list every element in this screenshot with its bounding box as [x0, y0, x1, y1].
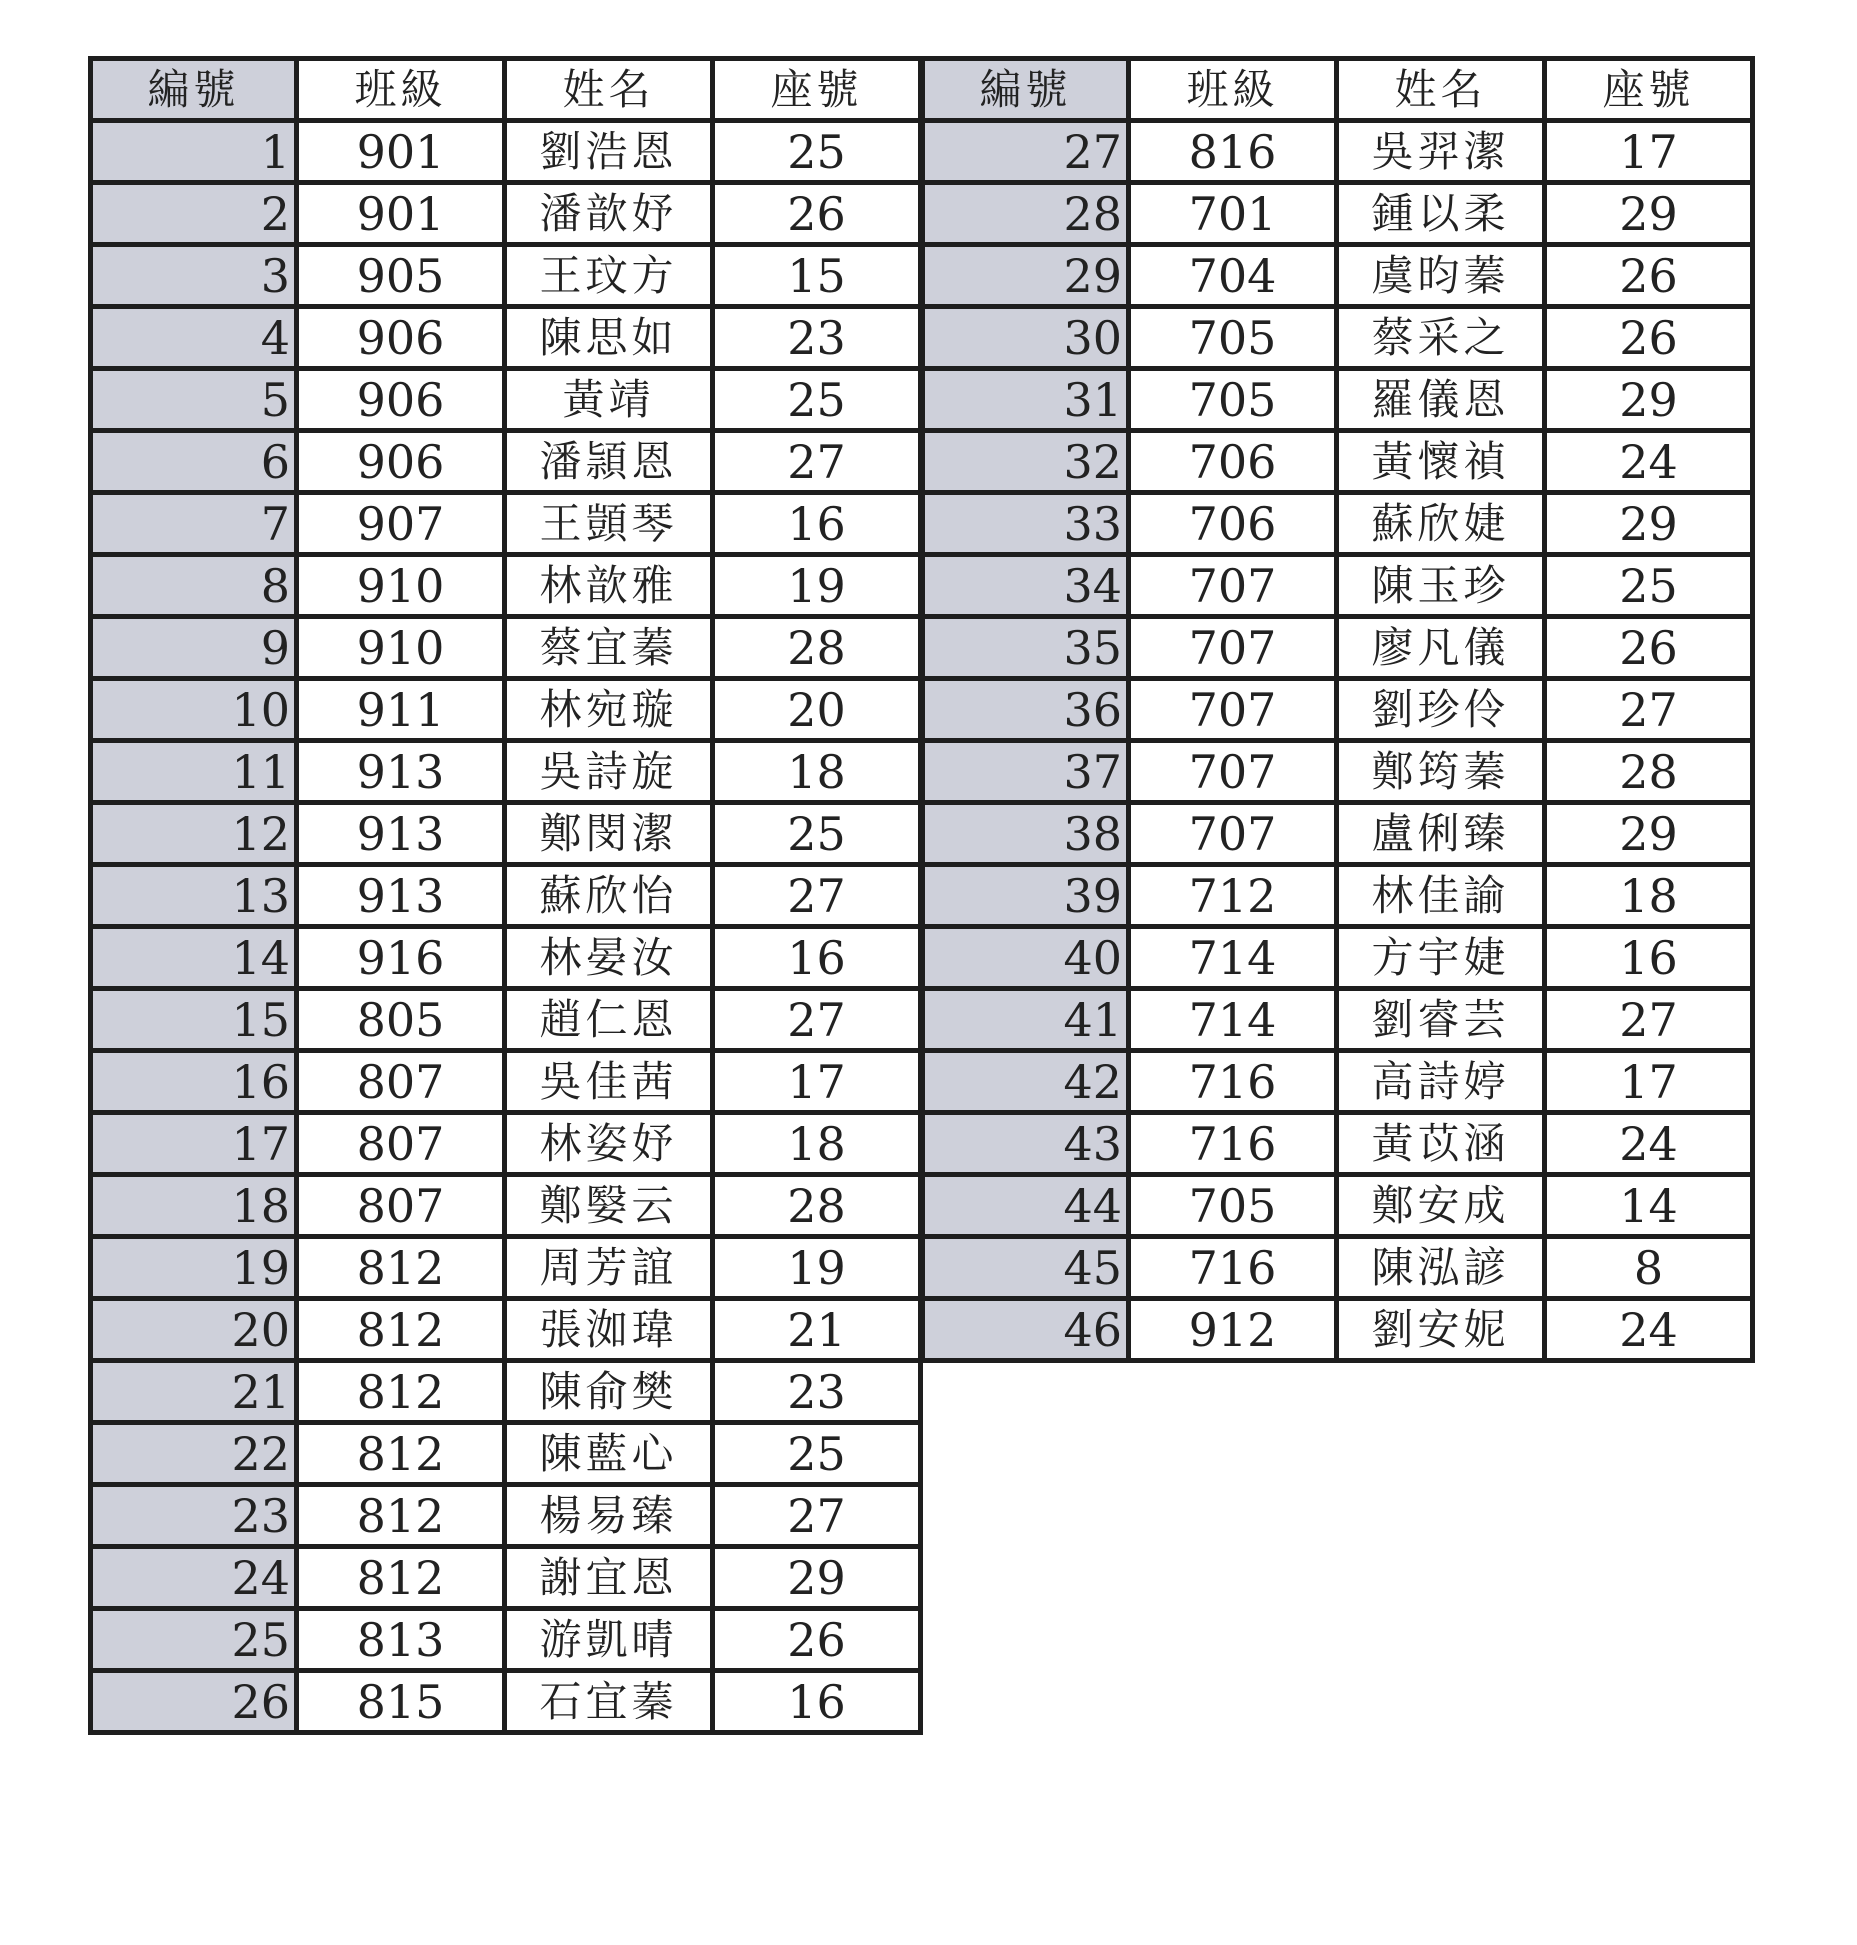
- row-number: 15: [91, 989, 297, 1051]
- row-class: 705: [1129, 307, 1337, 369]
- row-name: 林宛璇: [505, 679, 713, 741]
- row-class: 812: [297, 1361, 505, 1423]
- row-number: 34: [923, 555, 1129, 617]
- row-name: 鄭安成: [1337, 1175, 1545, 1237]
- table-row: [91, 741, 921, 803]
- row-class: 704: [1129, 245, 1337, 307]
- row-number: 10: [91, 679, 297, 741]
- row-name: 蘇欣怡: [505, 865, 713, 927]
- row-name: 蔡宜蓁: [505, 617, 713, 679]
- row-seat: 27: [1545, 989, 1753, 1051]
- row-seat: 29: [1545, 493, 1753, 555]
- row-seat: 29: [1545, 369, 1753, 431]
- table-row: [91, 1299, 921, 1361]
- row-number: 2: [91, 183, 297, 245]
- row-seat: 17: [713, 1051, 921, 1113]
- row-class: 913: [297, 741, 505, 803]
- row-number: 1: [91, 121, 297, 183]
- row-seat: 24: [1545, 1299, 1753, 1361]
- row-number: 6: [91, 431, 297, 493]
- row-name: 陳玉珍: [1337, 555, 1545, 617]
- row-name: 周芳誼: [505, 1237, 713, 1299]
- table-row: [923, 431, 1753, 493]
- table-row: [91, 1237, 921, 1299]
- row-seat: 27: [1545, 679, 1753, 741]
- row-name: 鄭嫛云: [505, 1175, 713, 1237]
- row-seat: 14: [1545, 1175, 1753, 1237]
- row-name: 劉睿芸: [1337, 989, 1545, 1051]
- table-row: [91, 1547, 921, 1609]
- table-row: [91, 617, 921, 679]
- table-row: [923, 1237, 1753, 1299]
- header-seat: 座號: [713, 59, 921, 121]
- row-seat: 23: [713, 1361, 921, 1423]
- row-class: 705: [1129, 369, 1337, 431]
- header-number: 編號: [923, 59, 1129, 121]
- row-seat: 16: [713, 1671, 921, 1733]
- row-class: 910: [297, 617, 505, 679]
- row-name: 吳詩旋: [505, 741, 713, 803]
- row-class: 707: [1129, 617, 1337, 679]
- row-class: 906: [297, 307, 505, 369]
- row-number: 38: [923, 803, 1129, 865]
- row-name: 張洳瑋: [505, 1299, 713, 1361]
- row-name: 林姿妤: [505, 1113, 713, 1175]
- table-row: [923, 1175, 1753, 1237]
- row-seat: 18: [713, 741, 921, 803]
- row-number: 21: [91, 1361, 297, 1423]
- row-number: 43: [923, 1113, 1129, 1175]
- row-name: 王顗琴: [505, 493, 713, 555]
- row-seat: 16: [713, 927, 921, 989]
- table-row: [923, 1113, 1753, 1175]
- row-seat: 27: [713, 1485, 921, 1547]
- row-number: 41: [923, 989, 1129, 1051]
- row-number: 22: [91, 1423, 297, 1485]
- table-row: [923, 121, 1753, 183]
- row-class: 714: [1129, 989, 1337, 1051]
- row-name: 林佳諭: [1337, 865, 1545, 927]
- table-row: [923, 679, 1753, 741]
- row-class: 812: [297, 1237, 505, 1299]
- header-class: 班級: [297, 59, 505, 121]
- row-number: 8: [91, 555, 297, 617]
- row-seat: 29: [1545, 183, 1753, 245]
- row-class: 707: [1129, 679, 1337, 741]
- row-class: 913: [297, 865, 505, 927]
- row-number: 31: [923, 369, 1129, 431]
- row-name: 劉安妮: [1337, 1299, 1545, 1361]
- table-row: [91, 555, 921, 617]
- row-name: 吳羿潔: [1337, 121, 1545, 183]
- row-seat: 29: [1545, 803, 1753, 865]
- row-number: 27: [923, 121, 1129, 183]
- row-class: 807: [297, 1113, 505, 1175]
- row-class: 706: [1129, 431, 1337, 493]
- header-number: 編號: [91, 59, 297, 121]
- row-seat: 19: [713, 1237, 921, 1299]
- row-seat: 18: [713, 1113, 921, 1175]
- row-class: 716: [1129, 1237, 1337, 1299]
- row-number: 9: [91, 617, 297, 679]
- row-seat: 29: [713, 1547, 921, 1609]
- row-seat: 27: [713, 989, 921, 1051]
- row-name: 林晏汝: [505, 927, 713, 989]
- row-name: 劉珍伶: [1337, 679, 1545, 741]
- row-number: 19: [91, 1237, 297, 1299]
- row-number: 14: [91, 927, 297, 989]
- row-number: 18: [91, 1175, 297, 1237]
- row-class: 911: [297, 679, 505, 741]
- row-class: 805: [297, 989, 505, 1051]
- row-seat: 25: [713, 121, 921, 183]
- row-class: 913: [297, 803, 505, 865]
- row-class: 707: [1129, 803, 1337, 865]
- header-name: 姓名: [505, 59, 713, 121]
- row-class: 706: [1129, 493, 1337, 555]
- row-name: 鄭閔潔: [505, 803, 713, 865]
- table-row: [91, 1671, 921, 1733]
- row-number: 45: [923, 1237, 1129, 1299]
- row-class: 714: [1129, 927, 1337, 989]
- table-row: [923, 865, 1753, 927]
- row-name: 黃苡涵: [1337, 1113, 1545, 1175]
- row-class: 807: [297, 1175, 505, 1237]
- row-seat: 25: [1545, 555, 1753, 617]
- row-seat: 27: [713, 865, 921, 927]
- table-row: [91, 369, 921, 431]
- header-seat: 座號: [1545, 59, 1753, 121]
- row-seat: 24: [1545, 431, 1753, 493]
- row-name: 游凱晴: [505, 1609, 713, 1671]
- row-number: 32: [923, 431, 1129, 493]
- row-seat: 17: [1545, 1051, 1753, 1113]
- row-name: 廖凡儀: [1337, 617, 1545, 679]
- row-name: 高詩婷: [1337, 1051, 1545, 1113]
- row-seat: 21: [713, 1299, 921, 1361]
- row-name: 黃靖: [505, 369, 713, 431]
- table-row: [923, 1299, 1753, 1361]
- table-row: [91, 989, 921, 1051]
- table-row: [91, 927, 921, 989]
- row-class: 705: [1129, 1175, 1337, 1237]
- row-seat: 23: [713, 307, 921, 369]
- row-class: 813: [297, 1609, 505, 1671]
- table-row: [91, 245, 921, 307]
- table-row: [91, 1051, 921, 1113]
- row-number: 37: [923, 741, 1129, 803]
- table-row: [923, 555, 1753, 617]
- row-seat: 16: [1545, 927, 1753, 989]
- table-row: [91, 865, 921, 927]
- row-seat: 28: [713, 617, 921, 679]
- row-name: 潘頴恩: [505, 431, 713, 493]
- row-number: 29: [923, 245, 1129, 307]
- row-name: 羅儀恩: [1337, 369, 1545, 431]
- row-seat: 27: [713, 431, 921, 493]
- row-class: 916: [297, 927, 505, 989]
- header-row: [923, 59, 1753, 121]
- row-class: 901: [297, 121, 505, 183]
- row-seat: 8: [1545, 1237, 1753, 1299]
- row-name: 盧俐臻: [1337, 803, 1545, 865]
- row-class: 910: [297, 555, 505, 617]
- row-name: 陳泓諺: [1337, 1237, 1545, 1299]
- row-name: 石宜蓁: [505, 1671, 713, 1733]
- row-name: 楊易臻: [505, 1485, 713, 1547]
- table-row: [923, 493, 1753, 555]
- row-class: 701: [1129, 183, 1337, 245]
- row-seat: 28: [1545, 741, 1753, 803]
- row-seat: 17: [1545, 121, 1753, 183]
- row-class: 906: [297, 431, 505, 493]
- table-row: [91, 1361, 921, 1423]
- row-name: 虞昀蓁: [1337, 245, 1545, 307]
- row-number: 40: [923, 927, 1129, 989]
- row-class: 807: [297, 1051, 505, 1113]
- row-number: 7: [91, 493, 297, 555]
- row-class: 716: [1129, 1051, 1337, 1113]
- row-number: 44: [923, 1175, 1129, 1237]
- row-number: 16: [91, 1051, 297, 1113]
- row-number: 13: [91, 865, 297, 927]
- row-class: 712: [1129, 865, 1337, 927]
- row-name: 黃懷禎: [1337, 431, 1545, 493]
- row-name: 趙仁恩: [505, 989, 713, 1051]
- row-name: 吳佳茜: [505, 1051, 713, 1113]
- row-number: 11: [91, 741, 297, 803]
- table-row: [91, 1609, 921, 1671]
- row-class: 707: [1129, 741, 1337, 803]
- table-row: [923, 307, 1753, 369]
- row-number: 12: [91, 803, 297, 865]
- roster-body-left: [91, 121, 921, 1733]
- row-class: 812: [297, 1547, 505, 1609]
- row-name: 鄭筠蓁: [1337, 741, 1545, 803]
- row-name: 蔡采之: [1337, 307, 1545, 369]
- table-row: [923, 927, 1753, 989]
- row-class: 812: [297, 1423, 505, 1485]
- row-class: 816: [1129, 121, 1337, 183]
- table-row: [91, 307, 921, 369]
- row-number: 5: [91, 369, 297, 431]
- row-class: 901: [297, 183, 505, 245]
- table-row: [91, 1423, 921, 1485]
- header-name: 姓名: [1337, 59, 1545, 121]
- row-name: 劉浩恩: [505, 121, 713, 183]
- row-seat: 16: [713, 493, 921, 555]
- row-seat: 18: [1545, 865, 1753, 927]
- row-number: 25: [91, 1609, 297, 1671]
- table-row: [923, 741, 1753, 803]
- row-number: 23: [91, 1485, 297, 1547]
- row-number: 24: [91, 1547, 297, 1609]
- row-name: 方宇婕: [1337, 927, 1545, 989]
- row-name: 潘歆妤: [505, 183, 713, 245]
- table-row: [91, 803, 921, 865]
- table-row: [91, 121, 921, 183]
- row-name: 王玟方: [505, 245, 713, 307]
- table-row: [91, 1175, 921, 1237]
- row-number: 46: [923, 1299, 1129, 1361]
- row-class: 907: [297, 493, 505, 555]
- row-class: 815: [297, 1671, 505, 1733]
- row-name: 陳藍心: [505, 1423, 713, 1485]
- row-seat: 25: [713, 803, 921, 865]
- row-number: 17: [91, 1113, 297, 1175]
- table-row: [923, 369, 1753, 431]
- roster-table-left: [88, 56, 923, 1735]
- row-seat: 24: [1545, 1113, 1753, 1175]
- row-number: 4: [91, 307, 297, 369]
- roster-table-right: [920, 56, 1755, 1363]
- row-class: 905: [297, 245, 505, 307]
- table-row: [91, 1485, 921, 1547]
- row-number: 28: [923, 183, 1129, 245]
- row-seat: 15: [713, 245, 921, 307]
- row-class: 716: [1129, 1113, 1337, 1175]
- row-class: 812: [297, 1485, 505, 1547]
- row-number: 3: [91, 245, 297, 307]
- row-number: 39: [923, 865, 1129, 927]
- row-number: 26: [91, 1671, 297, 1733]
- row-seat: 26: [713, 1609, 921, 1671]
- table-row: [923, 803, 1753, 865]
- row-class: 707: [1129, 555, 1337, 617]
- table-row: [91, 183, 921, 245]
- row-number: 35: [923, 617, 1129, 679]
- table-row: [91, 679, 921, 741]
- row-seat: 26: [1545, 307, 1753, 369]
- header-class: 班級: [1129, 59, 1337, 121]
- row-number: 20: [91, 1299, 297, 1361]
- table-row: [91, 431, 921, 493]
- row-seat: 26: [1545, 617, 1753, 679]
- table-row: [923, 1051, 1753, 1113]
- row-name: 蘇欣婕: [1337, 493, 1545, 555]
- table-row: [923, 183, 1753, 245]
- row-seat: 19: [713, 555, 921, 617]
- row-number: 36: [923, 679, 1129, 741]
- table-row: [91, 493, 921, 555]
- row-class: 812: [297, 1299, 505, 1361]
- row-name: 林歆雅: [505, 555, 713, 617]
- row-seat: 26: [1545, 245, 1753, 307]
- row-class: 912: [1129, 1299, 1337, 1361]
- row-number: 42: [923, 1051, 1129, 1113]
- roster-body-right: [923, 121, 1753, 1361]
- row-seat: 25: [713, 1423, 921, 1485]
- row-class: 906: [297, 369, 505, 431]
- row-name: 鍾以柔: [1337, 183, 1545, 245]
- row-seat: 28: [713, 1175, 921, 1237]
- row-name: 陳思如: [505, 307, 713, 369]
- row-seat: 25: [713, 369, 921, 431]
- table-row: [923, 617, 1753, 679]
- row-seat: 20: [713, 679, 921, 741]
- row-number: 30: [923, 307, 1129, 369]
- row-name: 謝宜恩: [505, 1547, 713, 1609]
- row-name: 陳俞樊: [505, 1361, 713, 1423]
- row-number: 33: [923, 493, 1129, 555]
- table-row: [923, 245, 1753, 307]
- row-seat: 26: [713, 183, 921, 245]
- table-row: [91, 1113, 921, 1175]
- header-row: [91, 59, 921, 121]
- table-row: [923, 989, 1753, 1051]
